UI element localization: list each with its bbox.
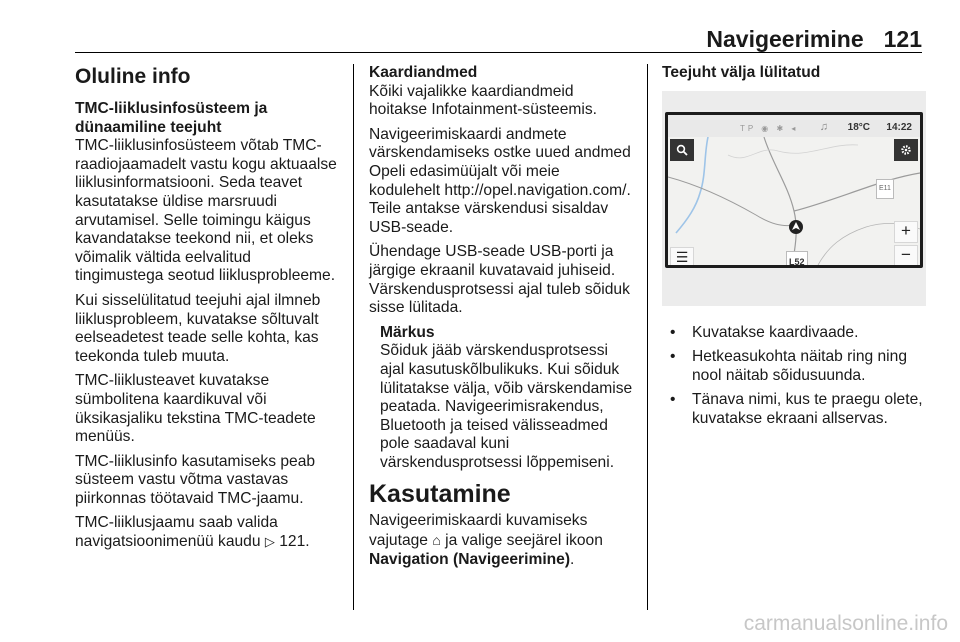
- note-text: Sõiduk jääb värskendusprotsessi ajal kasutuskõlbulikuks. Kui sõiduk lülitatakse välja, võib värskendamise peatada. Navigeerimisrakendus, Bluetooth ja teised välisseadmed pole saadaval kuni värskendusprotsessi lõppemiseni.: [380, 342, 633, 471]
- map-road-shield: E11: [876, 179, 894, 200]
- column-2: [369, 64, 633, 575]
- contour-line: [728, 144, 858, 157]
- search-icon: [676, 144, 688, 156]
- gear-icon: [900, 144, 912, 156]
- zoom-out-icon: −: [901, 245, 911, 265]
- header-divider: [75, 52, 922, 53]
- menu-button[interactable]: [670, 247, 694, 265]
- screen-bezel: [665, 112, 923, 268]
- guidance-off-subtitle: Teejuht välja lülitatud: [662, 64, 821, 81]
- map-data-subtitle: Kaardiandmed: [369, 64, 478, 81]
- section-title: Oluline info: [75, 65, 191, 88]
- watermark: carmanualsonline.info: [743, 612, 948, 635]
- page-reference-icon: ▷: [264, 534, 275, 550]
- audio-note-icon: ♫: [819, 120, 828, 133]
- list-item: • Hetkeasukohta näitab ring ning nool näitab sõidusuunda.: [662, 348, 924, 385]
- tmc-paragraph-5-text: TMC-liiklusjaamu saab valida navigatsioonimenüü kaudu: [75, 514, 278, 551]
- road-east: [794, 173, 920, 211]
- note-box: [380, 324, 633, 473]
- zoom-out-button[interactable]: [894, 245, 918, 265]
- map-data-paragraph-1: Kõiki vajalikke kaardiandmeid hoitakse Infotainment-süsteemis.: [369, 82, 597, 119]
- page-header: [706, 26, 922, 53]
- current-road-label: L52: [786, 251, 808, 265]
- zoom-in-icon: +: [901, 221, 911, 241]
- home-icon: ⌂: [432, 532, 441, 549]
- clock-readout: 14:22: [886, 121, 912, 133]
- search-button[interactable]: [670, 139, 694, 161]
- tmc-paragraph-1: TMC-liiklusinfosüsteem võtab TMC-raadiojaamadelt vastu kogu aktuaalse liiklusinformatsiooni. Seda teavet kasutatakse üldise marsruudi arvutamisel. Selle toimingu käigus kavandatakse teekond nii, et oleks võimalik vältida eelvalitud tingimustega seotud liiklusprobleeme.: [75, 137, 337, 285]
- column-divider-2: [647, 64, 648, 610]
- usage-text-end: .: [570, 550, 575, 568]
- page-number: 121: [883, 26, 922, 52]
- road-main: [764, 137, 796, 265]
- tmc-paragraph-5: [75, 514, 337, 551]
- usage-text-a: Navigeerimiskaardi kuvamiseks vajutage: [369, 512, 588, 550]
- page-reference: 121.: [279, 533, 310, 551]
- map-data-paragraph-3: Ühendage USB-seade USB-porti ja järgige ekraanil kuvatavaid juhiseid. Värskendusprotsessi ajal tuleb sõiduk sisse lülitada.: [369, 243, 630, 317]
- column-3: [662, 64, 924, 435]
- infotainment-screenshot: [662, 91, 926, 306]
- usage-paragraph: [369, 512, 633, 569]
- temperature-readout: 18°C: [847, 121, 870, 133]
- usage-heading: Kasutamine: [369, 480, 511, 509]
- zoom-in-button[interactable]: [894, 221, 918, 243]
- tmc-paragraph-4: TMC-liiklusinfo kasutamiseks peab süsteem vastu võtma vastavas piirkonnas töötavaid TMC-jaamu.: [75, 452, 316, 507]
- map-data-paragraph-2: Navigeerimiskaardi andmete värskendamiseks ostke uued andmed Opeli edasimüüjalt või meie kodulehelt http://opel.navigation.com/. Teile antakse värskendusi sisaldav USB-seade.: [369, 125, 631, 236]
- list-item: • Tänava nimi, kus te praegu olete, kuvatakse ekraani allservas.: [662, 391, 924, 428]
- navigation-app-name: Navigation (Navigeerimine): [369, 550, 571, 568]
- tmc-paragraph-2: Kui sisselülitatud teejuhi ajal ilmneb liiklusprobleem, kuvatakse sõltuvalt eelseadetest teade selle kohta, kas teekonda tuleb muuta.: [75, 291, 321, 365]
- note-title: Märkus: [380, 323, 435, 341]
- bullet-list: [662, 324, 924, 429]
- settings-button[interactable]: [894, 139, 918, 161]
- column-1: [75, 64, 337, 558]
- column-divider-1: [353, 64, 354, 610]
- menu-icon: ☰: [675, 249, 689, 265]
- status-bar: [668, 115, 920, 137]
- page-title: Navigeerimine: [706, 26, 864, 52]
- status-icons: TP ◉ ✱ ◂: [740, 123, 799, 133]
- usage-text-b: ja valige seejärel ikoon: [445, 532, 603, 550]
- list-item: • Kuvatakse kaardivaade.: [662, 324, 924, 343]
- tmc-paragraph-3: TMC-liiklusteavet kuvatakse sümbolitena kaardikuval või üksikasjaliku tekstina TMC-teadete menüüs.: [75, 372, 316, 446]
- map-view: [668, 115, 920, 265]
- tmc-subtitle: TMC-liiklusinfosüsteem ja dünaamiline teejuht: [75, 100, 268, 136]
